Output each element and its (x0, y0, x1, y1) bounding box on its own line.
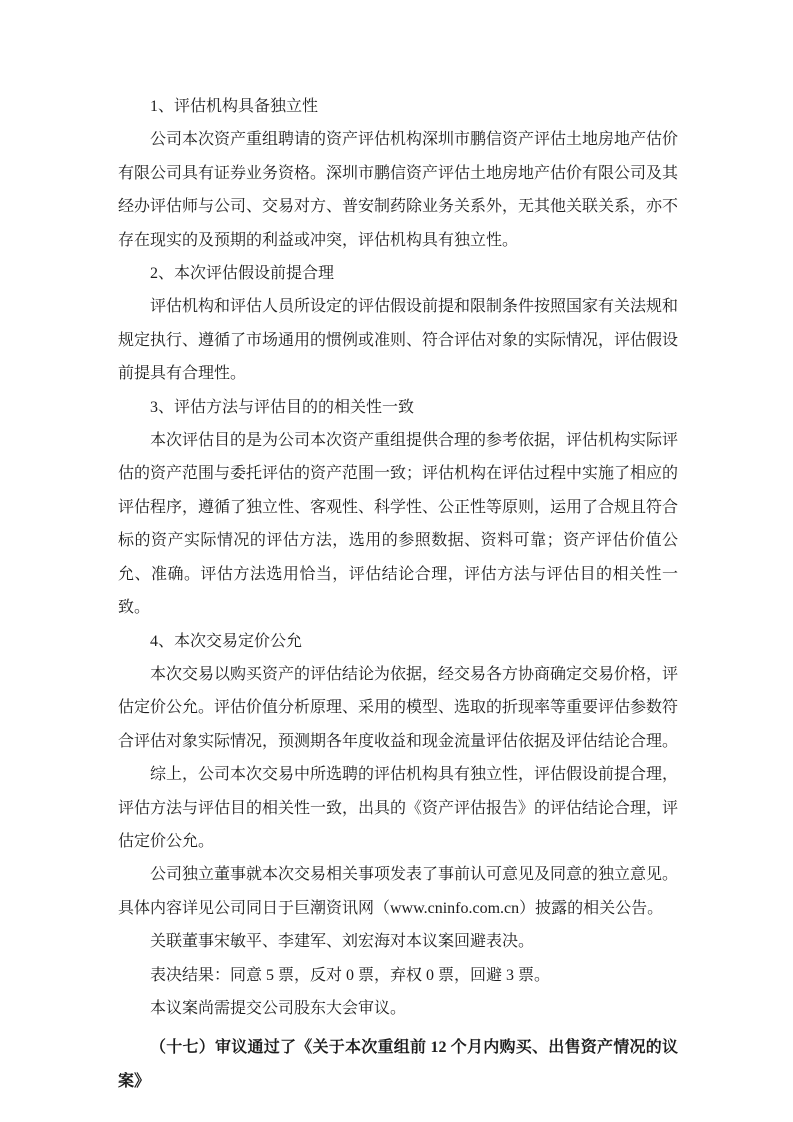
list-item-4-title: 4、本次交易定价公允 (150, 632, 303, 650)
paragraph-related-directors-abstain: 关联董事宋敏平、李建军、刘宏海对本议案回避表决。 (150, 933, 535, 951)
paragraph-vote-result: 表决结果：同意 5 票，反对 0 票，弃权 0 票，回避 3 票。 (150, 966, 551, 984)
paragraph-independent-directors-opinion: 公司独立董事就本次交易相关事项发表了事前认可意见及同意的独立意见。具体内容详见公司同日于巨潮资讯网（www.cninfo.com.cn）披露的相关公告。 (118, 866, 679, 917)
paragraph-submit-to-shareholders: 本议案尚需提交公司股东大会审议。 (150, 999, 407, 1017)
section-17-heading: （十七）审议通过了《关于本次重组前 12 个月内购买、出售资产情况的议案》 (118, 1039, 678, 1090)
list-item-3-title: 3、评估方法与评估目的的相关性一致 (150, 398, 415, 416)
paragraph-transaction-pricing: 本次交易以购买资产的评估结论为依据，经交易各方协商确定交易价格，评估定价公允。评估价值分析原理、采用的模型、选取的折现率等重要评估参数符合评估对象实际情况，预测期各年度收益和现金流量评估依据及评估结论合理。 (118, 665, 679, 750)
paragraph-method-relevance: 本次评估目的是为公司本次资产重组提供合理的参考依据，评估机构实际评估的资产范围与委托评估的资产范围一致；评估机构在评估过程中实施了相应的评估程序，遵循了独立性、客观性、科学性、公正性等原则，运用了合规且符合标的资产实际情况的评估方法，选用的参照数据、资料可靠；资产评估价值公允、准确。评估方法选用恰当，评估结论合理，评估方法与评估目的相关性一致。 (118, 432, 679, 617)
paragraph-assumption-reasonable: 评估机构和评估人员所设定的评估假设前提和限制条件按照国家有关法规和规定执行、遵循了市场通用的惯例或准则、符合评估对象的实际情况，评估假设前提具有合理性。 (118, 298, 679, 383)
paragraph-appraiser-independence: 公司本次资产重组聘请的资产评估机构深圳市鹏信资产评估土地房地产估价有限公司具有证券业务资格。深圳市鹏信资产评估土地房地产估价有限公司及其经办评估师与公司、交易对方、普安制药除业务关系外，无其他关联关系，亦不存在现实的及预期的利益或冲突，评估机构具有独立性。 (118, 131, 679, 249)
document-content (118, 90, 678, 1098)
paragraph-summary: 综上，公司本次交易中所选聘的评估机构具有独立性，评估假设前提合理，评估方法与评估目的相关性一致，出具的《资产评估报告》的评估结论合理，评估定价公允。 (118, 766, 679, 850)
list-item-2-title: 2、本次评估假设前提合理 (150, 265, 335, 283)
list-item-1-title: 1、评估机构具备独立性 (150, 98, 319, 115)
